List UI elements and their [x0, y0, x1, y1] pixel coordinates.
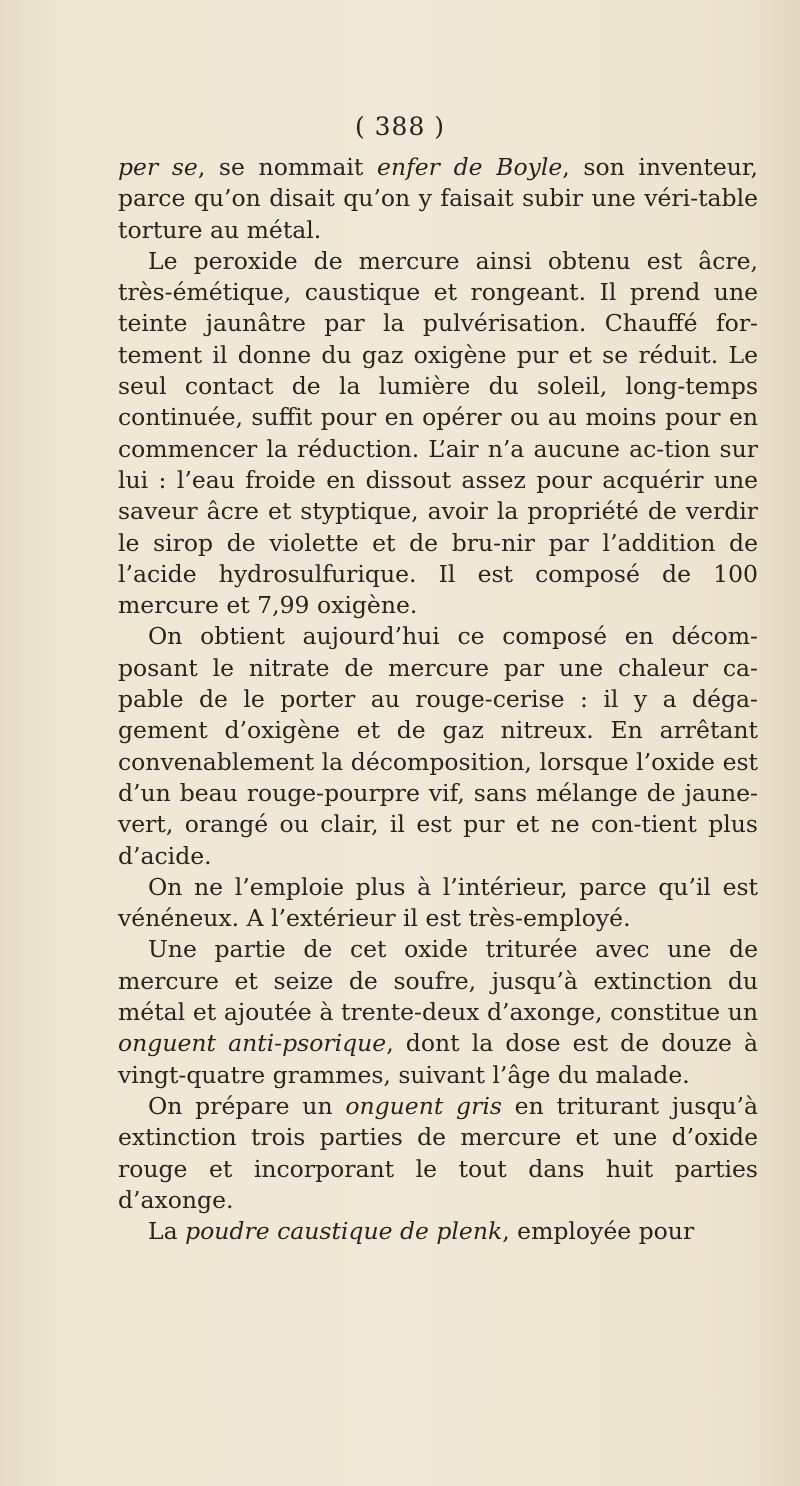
- text-run: , dont la dose est de douze à vingt-quatre grammes, suivant l’âge du malade.: [118, 1029, 758, 1089]
- text-run: On obtient aujourd’hui ce composé en décom-posant le nitrate de mercure par une chaleur ca-pable de le porter au rouge-cerise : il y a déga-gement d’oxigène et de gaz nitreux. En arrêtant convenablement la décomposition, lorsque l’oxide est d’un beau rouge-pourpre vif, sans mélange de jaune-vert, orangé ou clair, il est pur et ne con-tient plus d’acide.: [118, 622, 758, 870]
- text-run: On prépare un: [148, 1091, 346, 1120]
- page-number: ( 388 ): [354, 112, 446, 141]
- body-text: [118, 152, 758, 1247]
- paragraph-7: [118, 1216, 758, 1247]
- italic-term: poudre caustique de plenk: [185, 1217, 503, 1246]
- italic-term: onguent gris: [345, 1091, 502, 1120]
- text-run: , se nommait: [197, 153, 378, 181]
- paragraph-5: [118, 934, 758, 1090]
- text-run: en triturant jusqu’à extinction trois parties de mercure et une d’oxide rouge et incorporant le tout dans huit parties d’axonge.: [118, 1091, 758, 1214]
- text-run: On ne l’emploie plus à l’intérieur, parce qu’il est vénéneux. A l’extérieur il est très-employé.: [118, 872, 758, 933]
- italic-term: onguent anti-psorique: [118, 1029, 387, 1058]
- paragraph-1: [118, 152, 758, 246]
- italic-term: enfer de Boyle: [377, 153, 563, 181]
- text-run: Une partie de cet oxide triturée avec une de mercure et seize de soufre, jusqu’à extinction du métal et ajoutée à trente-deux d’axonge, constitue un: [118, 935, 758, 1027]
- paragraph-3: [118, 621, 758, 871]
- text-run: La: [148, 1217, 186, 1246]
- paragraph-4: [118, 872, 758, 935]
- paragraph-6: [118, 1091, 758, 1216]
- text-run: , employée pour: [502, 1217, 695, 1246]
- italic-term: per se: [118, 153, 198, 181]
- paragraph-2: [118, 246, 758, 622]
- text-run: Le peroxide de mercure ainsi obtenu est âcre, très-émétique, caustique et rongeant. Il prend une teinte jaunâtre par la pulvérisation. Chauffé for-tement il donne du gaz oxigène pur et se réduit. Le seul contact de la lumière du soleil, long-temps continuée, suffit pour en opérer ou au moins pour en commencer la réduction. L’air n’a aucune ac-tion sur lui : l’eau froide en dissout assez pour acquérir une saveur âcre et styptique, avoir la propriété de verdir le sirop de violette et de bru-nir par l’addition de l’acide hydrosulfurique. Il est composé de 100 mercure et 7,99 oxigène.: [118, 246, 758, 620]
- text-run: , son inventeur, parce qu’on disait qu’on y faisait subir une véri-table torture au métal.: [118, 153, 758, 244]
